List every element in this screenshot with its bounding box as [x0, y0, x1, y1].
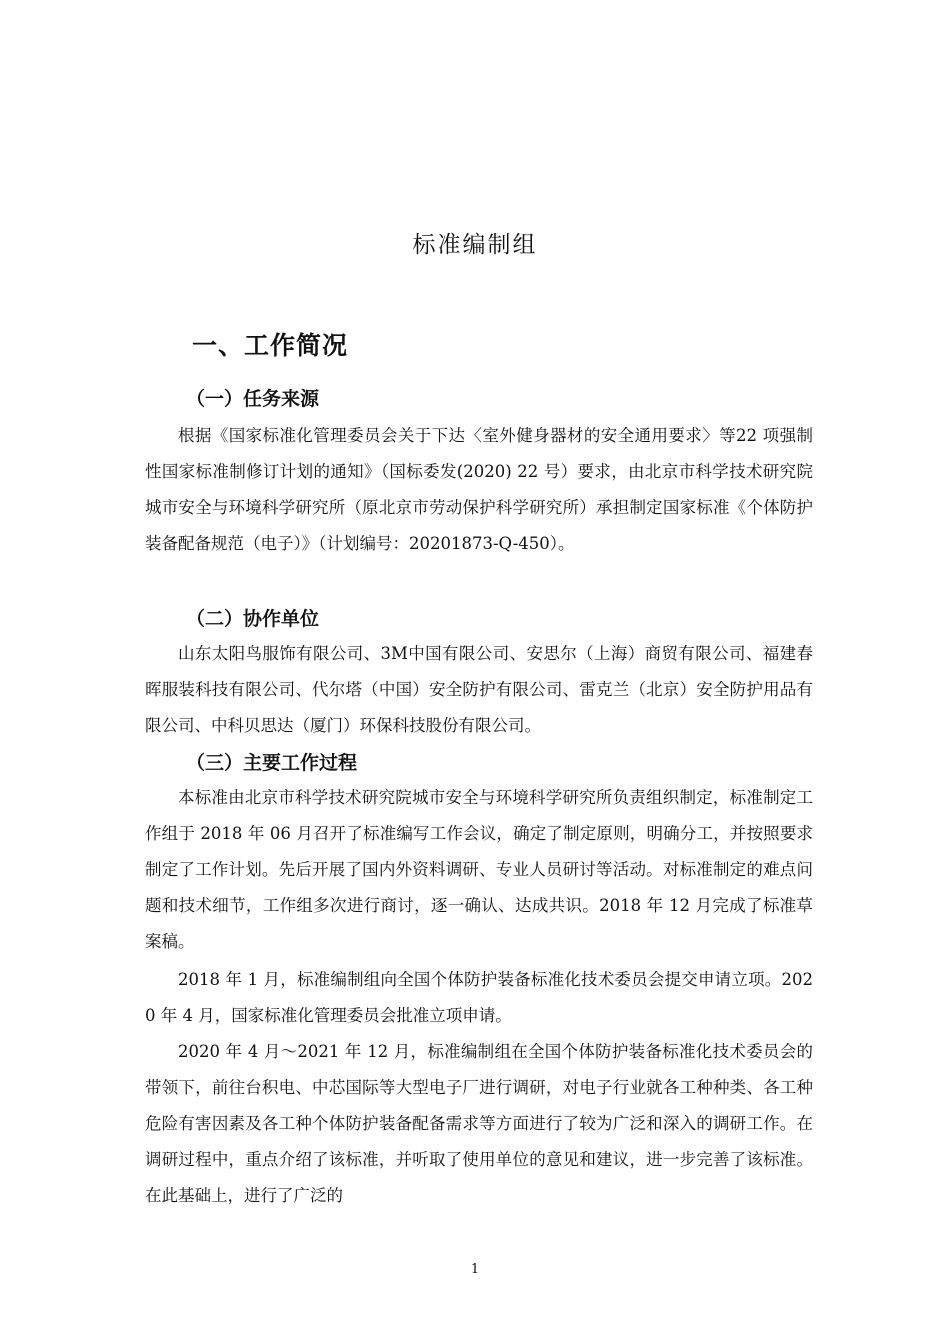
document-title: 标准编制组: [412, 232, 538, 258]
subsection-heading-cooperating-units: （二）协作单位: [186, 608, 320, 630]
paragraph-process-2: 2018 年 1 月，标准编制组向全国个体防护装备标准化技术委员会提交申请立项。2020 年 4 月，国家标准化管理委员会批准立项申请。: [145, 970, 813, 1025]
paragraph-process-1: 本标准由北京市科学技术研究院城市安全与环境科学研究所负责组织制定，标准制定工作组于 2018 年 06 月召开了标准编写工作会议，确定了制定原则，明确分工，并按照要求制定了工作计划。先后开展了国内外资料调研、专业人员研讨等活动。对标准制定的难点问题和技术细节，工作组多次进行商讨，逐一确认、达成共识。2018 年 12 月完成了标准草案稿。: [145, 788, 813, 951]
paragraph-process-3: 2020 年 4 月～2021 年 12 月，标准编制组在全国个体防护装备标准化技术委员会的带领下，前往台积电、中芯国际等大型电子厂进行调研，对电子行业就各工种种类、各工种危险有害因素及各工种个体防护装备配备需求等方面进行了较为广泛和深入的调研工作。在调研过程中，重点介绍了该标准，并听取了使用单位的意见和建议，进一步完善了该标准。在此基础上，进行了广泛的: [145, 1042, 813, 1205]
subsection-heading-main-process: （三）主要工作过程: [186, 752, 358, 774]
paragraph-task-source: 根据《国家标准化管理委员会关于下达〈室外健身器材的安全通用要求〉等22 项强制性国家标准制修订计划的通知》（国标委发(2020) 22 号）要求，由北京市科学技术研究院城市安全与环境科学研究所（原北京市劳动保护科学研究所）承担制定国家标准《个体防护装备配备规范（电子）》（计划编号：20201873-Q-450）。: [145, 426, 813, 553]
paragraph-cooperating-units: 山东太阳鸟服饰有限公司、3M中国有限公司、安思尔（上海）商贸有限公司、福建春晖服装科技有限公司、代尔塔（中国）安全防护有限公司、雷克兰（北京）安全防护用品有限公司、中科贝思达（厦门）环保科技股份有限公司。: [145, 644, 813, 735]
section-heading-work-overview: 一、工作简况: [192, 331, 349, 360]
subsection-heading-task-source: （一）任务来源: [186, 388, 320, 410]
page-number: 1: [470, 1262, 480, 1277]
